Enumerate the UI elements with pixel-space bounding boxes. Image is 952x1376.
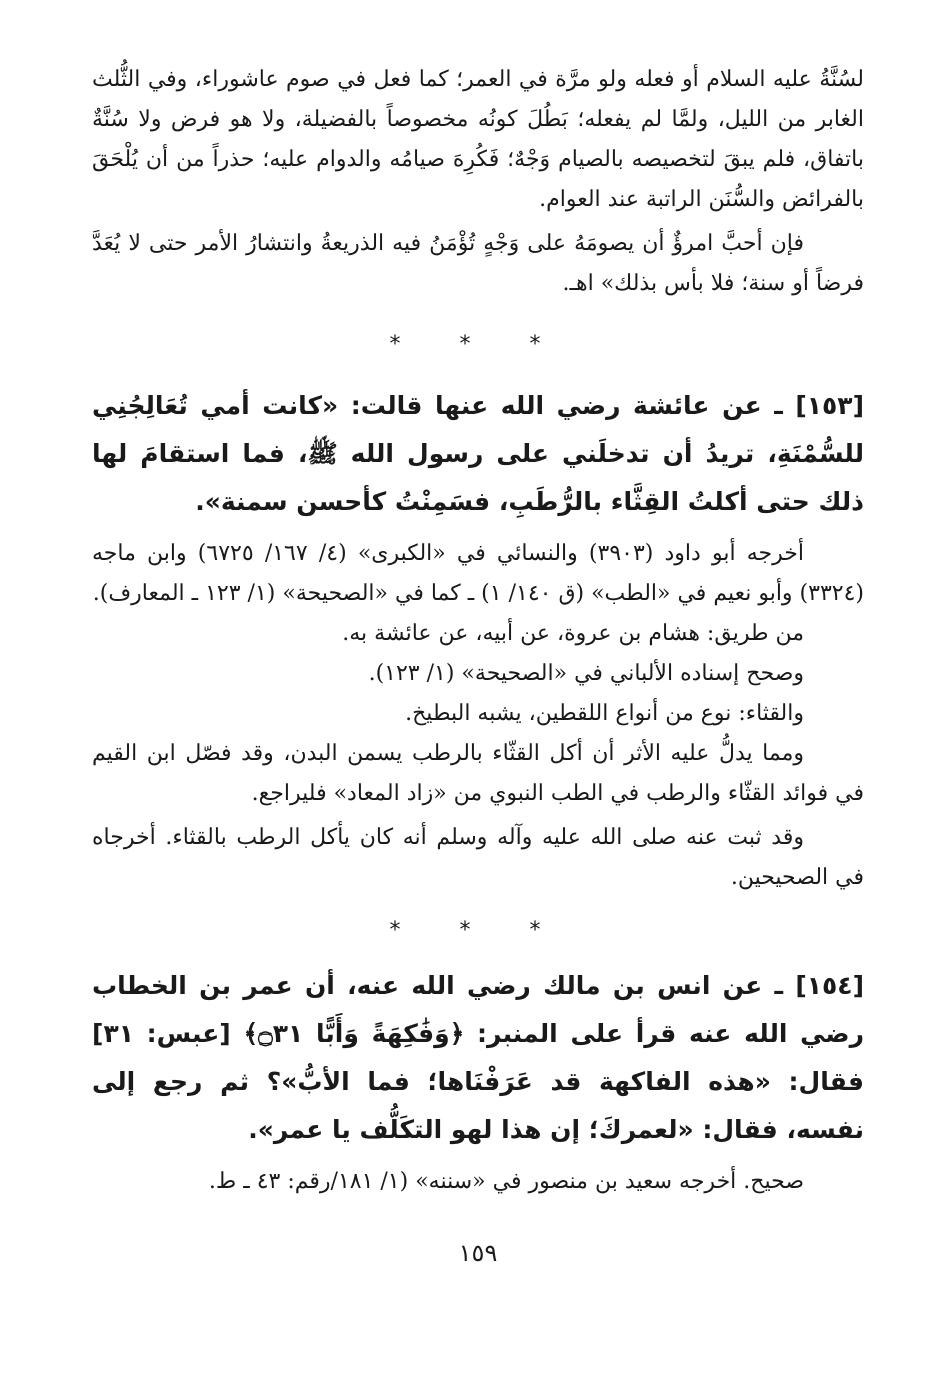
hadith-153-grading: وصحح إسناده الألباني في «الصحيحة» (١/ ١٢٣). (368, 661, 804, 686)
section-separator: * * * (389, 332, 567, 357)
hadith-153-benefits: ومما يدلُّ عليه الأثر أن أكل القثّاء بالرطب يسمن البدن، وقد فصّل ابن القيم في فوائد القثّاء والرطب في الطب النبوي من «زاد المعاد» فليراجع. (92, 741, 864, 806)
hadith-153-text: [١٥٣] ـ عن عائشة رضي الله عنها قالت: «كانت أمي تُعَالِجُنِي للسُّمْنَةِ، تريدُ أن تدخلَني على رسول الله ﷺ، فما استقامَ لها ذلك حتى أكلتُ القِثَّاء بالرُّطَبِ، فسَمِنْتُ كأحسن سمنة». (92, 391, 864, 516)
hadith-153-takhrij: أخرجه أبو داود (٣٩٠٣) والنسائي في «الكبرى» (٤/ ١٦٧/ ٦٧٢٥) وابن ماجه (٣٣٢٤) وأبو نعيم في «الطب» (ق ١٤٠/ ١) ـ كما في «الصحيحة» (١/ ١٢٣ ـ المعارف). (92, 541, 864, 606)
page-number: ١٥٩ (458, 1239, 498, 1267)
book-page (92, 60, 864, 1268)
hadith-153-confirmation: وقد ثبت عنه صلى الله عليه وآله وسلم أنه كان يأكل الرطب بالقثاء. أخرجاه في الصحيحين. (92, 825, 864, 890)
hadith-153-chain: من طريق: هشام بن عروة، عن أبيه، عن عائشة به. (342, 621, 804, 646)
hadith-154-takhrij: صحيح. أخرجه سعيد بن منصور في «سننه» (١/ ١٨١/رقم: ٤٣ ـ ط. (208, 1169, 804, 1194)
section-separator: * * * (389, 918, 567, 943)
hadith-154-text: [١٥٤] ـ عن انس بن مالك رضي الله عنه، أن عمر بن الخطاب رضي الله عنه قرأ على المنبر: ﴿وَفَٰكِهَةً وَأَبًّا ۝٣١﴾ [عبس: ٣١] فقال: «هذه الفاكهة قد عَرَفْنَاها؛ فما الأبُّ»؟ ثم رجع إلى نفسه، فقال: «لعمركَ؛ إن هذا لهو التكَلُّف يا عمر». (92, 971, 864, 1144)
paragraph-sunnah-continuation: لسُنَّةُ عليه السلام أو فعله ولو مرَّة في العمر؛ كما فعل في صوم عاشوراء، وفي الثُّلث الغابر من الليل، ولمَّا لم يفعله؛ بَطُلَ كونُه مخصوصاً بالفضيلة، ولا هو فرض ولا سُنَّةٌ باتفاق، فلم يبقَ لتخصيصه بالصيام وَجْهٌ؛ فَكُرِهَ صيامُه والدوام عليه؛ حذراً من أن يُلْحَقَ بالفرائض والسُّنَن الراتبة عند العوام. (92, 67, 864, 212)
paragraph-fasting-permission: فإن أحبَّ امرؤٌ أن يصومَهُ على وَجْهٍ تُؤْمَنُ فيه الذريعةُ وانتشارُ الأمر حتى لا يُعَدَّ فرضاً أو سنة؛ فلا بأس بذلك» اهـ. (92, 231, 864, 296)
hadith-153-definition: والقثاء: نوع من أنواع اللقطين، يشبه البطيخ. (405, 701, 804, 726)
